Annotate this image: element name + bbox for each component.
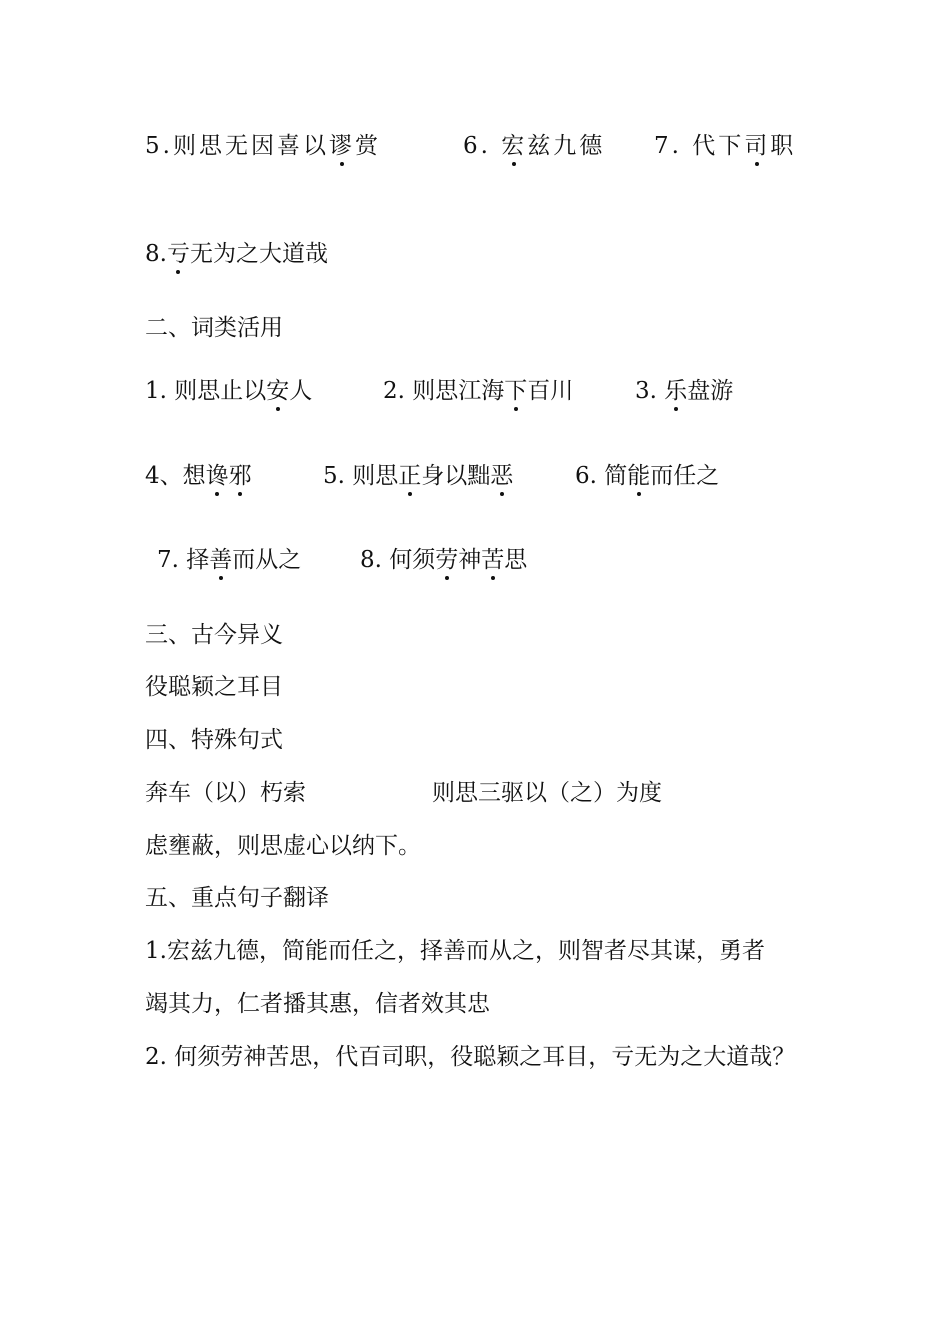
item-text: 神 bbox=[458, 547, 482, 573]
special-sentence-3: 虑壅蔽，则思虚心以纳下。 bbox=[145, 833, 421, 859]
translation-sentence-1a: 1.宏兹九德，简能而任之，择善而从之，则智者尽其谋，勇者 bbox=[145, 938, 765, 964]
dotted-char: 劳 bbox=[435, 547, 459, 573]
item-text: 3. bbox=[635, 378, 665, 404]
usage-item-6 bbox=[575, 462, 719, 490]
dotted-char: 恶 bbox=[490, 463, 514, 489]
item-text: 7. 代下 bbox=[654, 133, 745, 159]
dotted-char: 正 bbox=[398, 463, 422, 489]
vocab-item-7 bbox=[654, 132, 796, 160]
dotted-char: 谬 bbox=[328, 133, 355, 159]
item-text: 百川 bbox=[527, 378, 574, 404]
item-text: 6. bbox=[463, 133, 502, 159]
dotted-char: 能 bbox=[627, 463, 651, 489]
usage-item-7 bbox=[157, 546, 301, 574]
dotted-char: 宏 bbox=[501, 133, 528, 159]
item-text: 职 bbox=[770, 133, 797, 159]
dotted-char: 安 bbox=[266, 378, 290, 404]
dotted-char: 乐 bbox=[664, 378, 688, 404]
item-text: 8. bbox=[145, 241, 167, 267]
usage-item-4 bbox=[145, 462, 252, 490]
item-text: 思 bbox=[504, 547, 528, 573]
ancient-modern-phrase: 役聪颖之耳目 bbox=[145, 674, 283, 700]
section-heading-ancient-modern: 三、古今异义 bbox=[145, 622, 283, 648]
item-text: 而从之 bbox=[232, 547, 302, 573]
item-text: 人 bbox=[289, 378, 313, 404]
item-text: 盘游 bbox=[687, 378, 734, 404]
usage-item-1 bbox=[145, 377, 312, 405]
dotted-char: 邪 bbox=[228, 463, 252, 489]
item-text: 1. 则思止以 bbox=[145, 378, 267, 404]
item-text: 兹九德 bbox=[527, 133, 606, 159]
item-text: 5. 则思 bbox=[323, 463, 399, 489]
translation-sentence-1b: 竭其力，仁者播其惠，信者效其忠 bbox=[145, 991, 490, 1017]
section-heading-translation: 五、重点句子翻译 bbox=[145, 885, 329, 911]
vocab-item-8 bbox=[145, 240, 328, 268]
vocab-item-5 bbox=[145, 132, 381, 160]
item-text: 5.则思无因喜以 bbox=[145, 133, 329, 159]
item-text: 而任之 bbox=[650, 463, 720, 489]
item-text: 7. 择 bbox=[157, 547, 210, 573]
special-sentence-1: 奔车（以）朽索 bbox=[145, 780, 306, 806]
dotted-char: 亏 bbox=[166, 241, 190, 267]
item-text: 8. 何须 bbox=[360, 547, 436, 573]
dotted-char: 下 bbox=[504, 378, 528, 404]
translation-sentence-2: 2. 何须劳神苦思，代百司职，役聪颖之耳目，亏无为之大道哉？ bbox=[145, 1044, 796, 1070]
item-text: 2. 则思江海 bbox=[383, 378, 505, 404]
usage-item-8 bbox=[360, 546, 527, 574]
usage-item-5 bbox=[323, 462, 513, 490]
usage-item-3 bbox=[635, 377, 733, 405]
usage-item-2 bbox=[383, 377, 573, 405]
special-sentence-2: 则思三驱以（之）为度 bbox=[432, 780, 662, 806]
dotted-char: 善 bbox=[209, 547, 233, 573]
dotted-char: 谗 bbox=[205, 463, 229, 489]
dotted-char: 司 bbox=[744, 133, 771, 159]
item-text: 无为之大道哉 bbox=[189, 241, 328, 267]
item-text: 4、想 bbox=[145, 463, 206, 489]
item-text: 6. 简 bbox=[575, 463, 628, 489]
item-text: 身以黜 bbox=[421, 463, 491, 489]
dotted-char: 苦 bbox=[481, 547, 505, 573]
section-heading-special-sentences: 四、特殊句式 bbox=[145, 727, 283, 753]
section-heading-word-usage: 二、词类活用 bbox=[145, 315, 283, 341]
vocab-item-6 bbox=[463, 132, 605, 160]
item-text: 赏 bbox=[354, 133, 381, 159]
